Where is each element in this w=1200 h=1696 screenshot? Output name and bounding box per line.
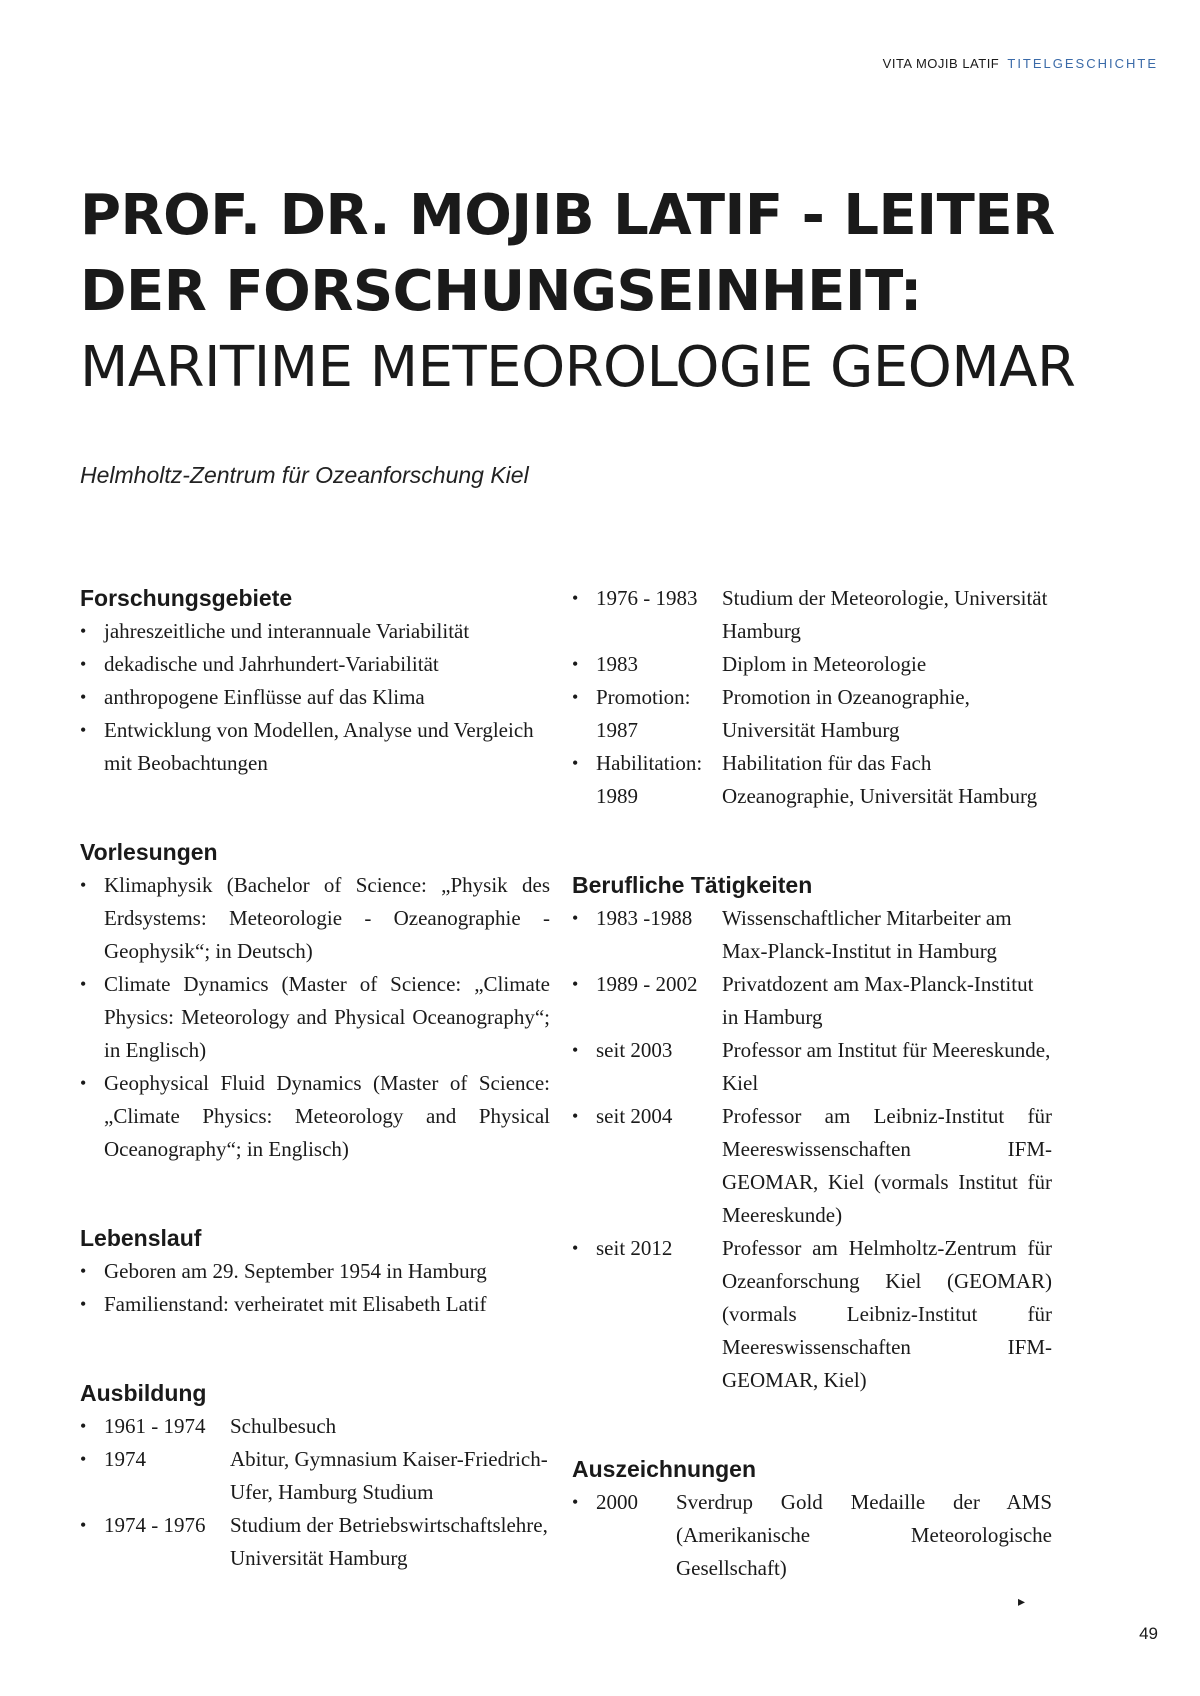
list-item <box>572 1232 1052 1397</box>
lebenslauf-list <box>80 1255 550 1321</box>
subtitle: Helmholtz-Zentrum für Ozeanforschung Kiel <box>80 462 529 488</box>
list-item: • dekadische und Jahrhundert-Variabilität <box>80 648 550 681</box>
ausbildung-text: Studium der Betriebswirtschaftslehre, Universität Hamburg <box>230 1513 548 1570</box>
beruf-text: Professor am Helmholtz-Zentrum für Ozeanforschung Kiel (GEOMAR) (vormals Leibniz-Institut für Meereswissenschaften IFM-GEOMAR, Kiel) <box>722 1236 1052 1392</box>
ausbildung-date: • 1961 - 1974 <box>104 1414 206 1438</box>
beruf-text: Privatdozent am Max-Planck-Institut in Hamburg <box>722 972 1034 1029</box>
section-vorlesungen <box>80 836 550 1166</box>
running-head <box>883 56 1158 71</box>
title-light-part: MARITIME METEOROLOGIE GEOMAR <box>80 335 1076 400</box>
list-item <box>80 1443 550 1509</box>
list-item <box>572 582 1052 648</box>
title-bold-part: PROF. DR. MOJIB LATIF - LEITER DER FORSCHUNGSEINHEIT: <box>80 183 1055 324</box>
beruf-heading: Berufliche Tätigkeiten <box>572 872 813 898</box>
forschungsgebiete-heading: Forschungsgebiete <box>80 585 293 611</box>
list-item <box>572 648 1052 681</box>
studium-text: Diplom in Meteorologie <box>722 652 927 676</box>
beruf-date: • 1989 - 2002 <box>596 972 698 996</box>
lebenslauf-heading: Lebenslauf <box>80 1225 202 1251</box>
ausbildung-text: Schulbesuch <box>230 1414 337 1438</box>
continue-arrow-icon: ▸ <box>1018 1595 1026 1610</box>
auszeichnung-year: • 2000 <box>596 1490 638 1514</box>
ausbildung-date: • 1974 <box>104 1447 146 1471</box>
page-number: 49 <box>1139 1624 1158 1643</box>
list-item <box>572 1486 1052 1585</box>
section-berufliche-taetigkeiten <box>572 869 1052 1397</box>
running-head-name: VITA MOJIB LATIF <box>882 56 1000 71</box>
auszeichnungen-heading: Auszeichnungen <box>572 1456 757 1482</box>
vorlesungen-heading: Vorlesungen <box>80 839 218 865</box>
list-item <box>572 681 1052 747</box>
beruf-text: Wissenschaftlicher Mitarbeiter am Max-Planck-Institut in Hamburg <box>722 906 1012 963</box>
beruf-list <box>572 902 1052 1397</box>
list-item: • Climate Dynamics (Master of Science: „Climate Physics: Meteorology and Physical Oceanography“; in Englisch) <box>80 968 550 1067</box>
list-item <box>80 1509 550 1575</box>
studium-list <box>572 582 1052 813</box>
studium-text: Habilitation für das Fach Ozeanographie, Universität Hamburg <box>722 751 1038 808</box>
ausbildung-heading: Ausbildung <box>80 1380 207 1406</box>
list-item: • Entwicklung von Modellen, Analyse und Vergleich mit Beobachtungen <box>80 714 550 780</box>
list-item <box>572 902 1052 968</box>
page-title <box>80 178 1140 406</box>
studium-date: • 1983 <box>596 652 638 676</box>
section-auszeichnungen <box>572 1453 1052 1585</box>
forschungsgebiete-list <box>80 615 550 780</box>
list-item: • anthropogene Einflüsse auf das Klima <box>80 681 550 714</box>
list-item <box>80 1410 550 1443</box>
ausbildung-date: • 1974 - 1976 <box>104 1513 206 1537</box>
vorlesungen-list <box>80 869 550 1166</box>
list-item: • Familienstand: verheiratet mit Elisabeth Latif <box>80 1288 550 1321</box>
studium-date: • 1976 - 1983 <box>596 586 698 610</box>
auszeichnungen-list <box>572 1486 1052 1585</box>
beruf-date: • seit 2004 <box>596 1104 673 1128</box>
studium-text: Studium der Meteorologie, Universität Hamburg <box>722 586 1048 643</box>
list-item: • Klimaphysik (Bachelor of Science: „Physik des Erdsystems: Meteorologie - Ozeanographie - Geophysik“; in Deutsch) <box>80 869 550 968</box>
left-column <box>80 582 550 1575</box>
list-item <box>572 1034 1052 1100</box>
beruf-date: • seit 2003 <box>596 1038 673 1062</box>
auszeichnung-text: Sverdrup Gold Medaille der AMS (Amerikanische Meteorologische Gesellschaft) <box>676 1490 1052 1580</box>
list-item <box>572 968 1052 1034</box>
list-item <box>572 747 1052 813</box>
list-item: • Geophysical Fluid Dynamics (Master of Science: „Climate Physics: Meteorology and Physical Oceanography“; in Englisch) <box>80 1067 550 1166</box>
beruf-date: • seit 2012 <box>596 1236 673 1260</box>
section-lebenslauf <box>80 1222 550 1321</box>
section-studium <box>572 582 1052 813</box>
ausbildung-list <box>80 1410 550 1575</box>
studium-text: Promotion in Ozeanographie, Universität Hamburg <box>722 685 970 742</box>
section-forschungsgebiete <box>80 582 550 780</box>
list-item: • Geboren am 29. September 1954 in Hamburg <box>80 1255 550 1288</box>
beruf-text: Professor am Leibniz-Institut für Meereswissenschaften IFM-GEOMAR, Kiel (vormals Institut für Meereskunde) <box>722 1104 1052 1227</box>
studium-date: • Habilitation: 1989 <box>596 751 703 808</box>
running-head-section: TITELGESCHICHTE <box>1007 56 1158 71</box>
list-item: • jahreszeitliche und interannuale Variabilität <box>80 615 550 648</box>
studium-date: • Promotion: 1987 <box>596 685 691 742</box>
beruf-text: Professor am Institut für Meereskunde, Kiel <box>722 1038 1051 1095</box>
beruf-date: • 1983 -1988 <box>596 906 693 930</box>
section-ausbildung <box>80 1377 550 1575</box>
list-item <box>572 1100 1052 1232</box>
right-column <box>572 582 1052 1585</box>
ausbildung-text: Abitur, Gymnasium Kaiser-Friedrich-Ufer, Hamburg Studium <box>230 1447 548 1504</box>
